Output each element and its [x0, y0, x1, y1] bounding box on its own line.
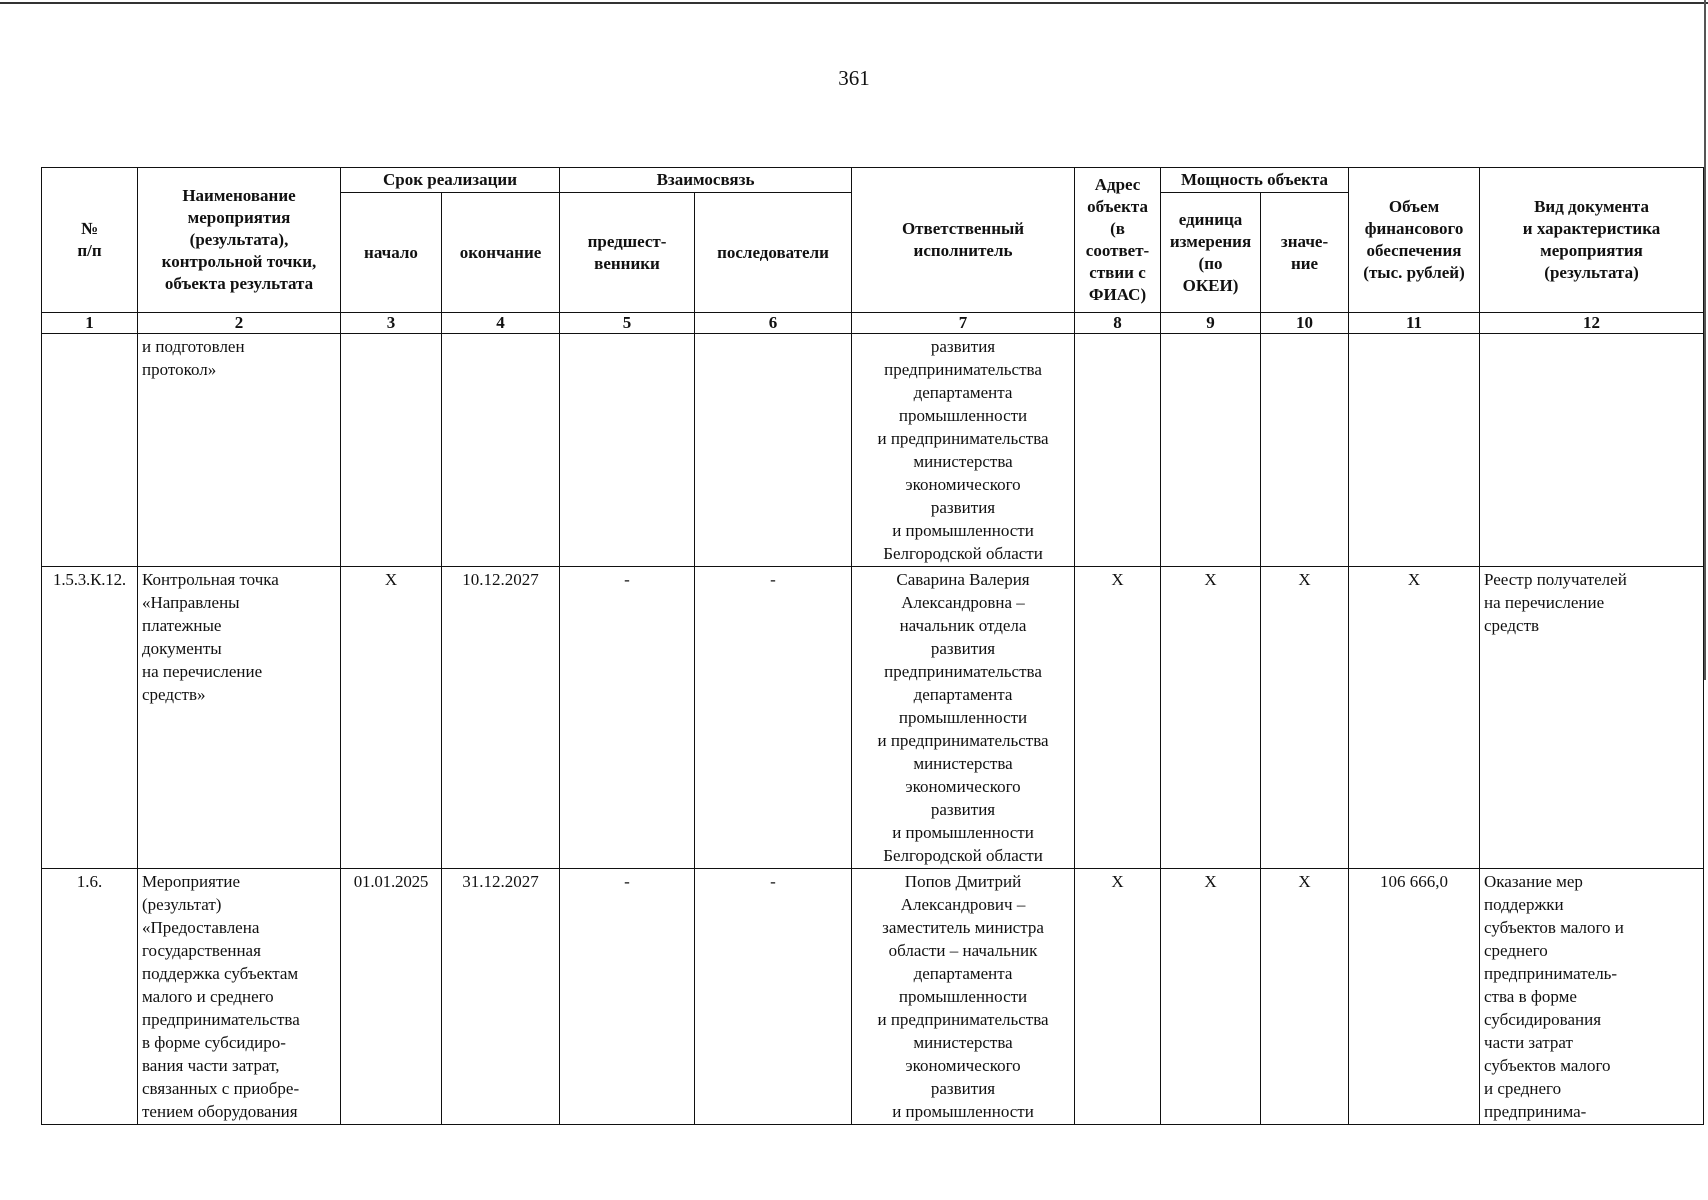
- page-number: 361: [838, 66, 870, 90]
- column-number: 9: [1161, 313, 1261, 334]
- cell-name: Мероприятие (результат) «Предоставлена государственная поддержка субъектам малого и среднего предпринимательства в форме субсидиро- вания части затрат, связанных с приобре- тением оборудования: [138, 869, 341, 1125]
- cell-doc-type: Реестр получателей на перечисление средств: [1480, 567, 1704, 869]
- cell-address: X: [1075, 869, 1161, 1125]
- header-term-start: начало: [341, 193, 442, 313]
- scan-edge-top: [0, 2, 1708, 4]
- header-unit: единица измерения (по ОКЕИ): [1161, 193, 1261, 313]
- header-capacity: Мощность объекта: [1161, 168, 1349, 193]
- cell-no: 1.6.: [42, 869, 138, 1125]
- cell-value: X: [1261, 567, 1349, 869]
- cell-address: X: [1075, 567, 1161, 869]
- cell-predecessors: -: [560, 869, 695, 1125]
- header-term-end: окончание: [442, 193, 560, 313]
- cell-no: [42, 334, 138, 567]
- cell-responsible: Саварина Валерия Александровна – начальник отдела развития предпринимательства департамента промышленности и предпринимательства министерства экономического развития и промышленности Белгородской области: [852, 567, 1075, 869]
- header-address: Адрес объекта (в соответ- ствии с ФИАС): [1075, 168, 1161, 313]
- cell-start: X: [341, 567, 442, 869]
- header-name: Наименование мероприятия (результата), контрольной точки, объекта результата: [138, 168, 341, 313]
- header-relation: Взаимосвязь: [560, 168, 852, 193]
- column-number: 3: [341, 313, 442, 334]
- plan-table: [41, 167, 1704, 1125]
- header-value: значе- ние: [1261, 193, 1349, 313]
- column-number: 2: [138, 313, 341, 334]
- header-responsible: Ответственный исполнитель: [852, 168, 1075, 313]
- cell-successors: -: [695, 869, 852, 1125]
- header-doc-type: Вид документа и характеристика мероприятия (результата): [1480, 168, 1704, 313]
- column-number: 8: [1075, 313, 1161, 334]
- table-row: [42, 567, 1704, 869]
- column-number: 11: [1349, 313, 1480, 334]
- cell-start: [341, 334, 442, 567]
- cell-responsible: развития предпринимательства департамента промышленности и предпринимательства министерства экономического развития и промышленности Белгородской области: [852, 334, 1075, 567]
- cell-successors: [695, 334, 852, 567]
- column-number: 5: [560, 313, 695, 334]
- cell-unit: [1161, 334, 1261, 567]
- column-number: 1: [42, 313, 138, 334]
- table-row: [42, 869, 1704, 1125]
- scan-edge-right: [1704, 0, 1706, 680]
- header-predecessors: предшест- венники: [560, 193, 695, 313]
- cell-funding: [1349, 334, 1480, 567]
- column-number: 6: [695, 313, 852, 334]
- cell-end: 10.12.2027: [442, 567, 560, 869]
- cell-start: 01.01.2025: [341, 869, 442, 1125]
- cell-end: [442, 334, 560, 567]
- cell-responsible: Попов Дмитрий Александрович – заместитель министра области – начальник департамента промышленности и предпринимательства министерства экономического развития и промышленности: [852, 869, 1075, 1125]
- cell-value: X: [1261, 869, 1349, 1125]
- cell-successors: -: [695, 567, 852, 869]
- column-number: 12: [1480, 313, 1704, 334]
- header-term: Срок реализации: [341, 168, 560, 193]
- cell-value: [1261, 334, 1349, 567]
- cell-doc-type: Оказание мер поддержки субъектов малого и среднего предприниматель- ства в форме субсидирования части затрат субъектов малого и среднего предпринима-: [1480, 869, 1704, 1125]
- cell-doc-type: [1480, 334, 1704, 567]
- header-no: № п/п: [42, 168, 138, 313]
- column-number: 10: [1261, 313, 1349, 334]
- header-row-top: [42, 168, 1704, 193]
- column-number: 4: [442, 313, 560, 334]
- cell-address: [1075, 334, 1161, 567]
- column-number: 7: [852, 313, 1075, 334]
- cell-end: 31.12.2027: [442, 869, 560, 1125]
- column-number-row: [42, 313, 1704, 334]
- cell-funding: X: [1349, 567, 1480, 869]
- cell-funding: 106 666,0: [1349, 869, 1480, 1125]
- cell-unit: X: [1161, 567, 1261, 869]
- cell-unit: X: [1161, 869, 1261, 1125]
- header-successors: последователи: [695, 193, 852, 313]
- table-row: [42, 334, 1704, 567]
- cell-no: 1.5.3.К.12.: [42, 567, 138, 869]
- cell-name: и подготовлен протокол»: [138, 334, 341, 567]
- cell-name: Контрольная точка «Направлены платежные документы на перечисление средств»: [138, 567, 341, 869]
- cell-predecessors: -: [560, 567, 695, 869]
- header-funding: Объем финансового обеспечения (тыс. рублей): [1349, 168, 1480, 313]
- cell-predecessors: [560, 334, 695, 567]
